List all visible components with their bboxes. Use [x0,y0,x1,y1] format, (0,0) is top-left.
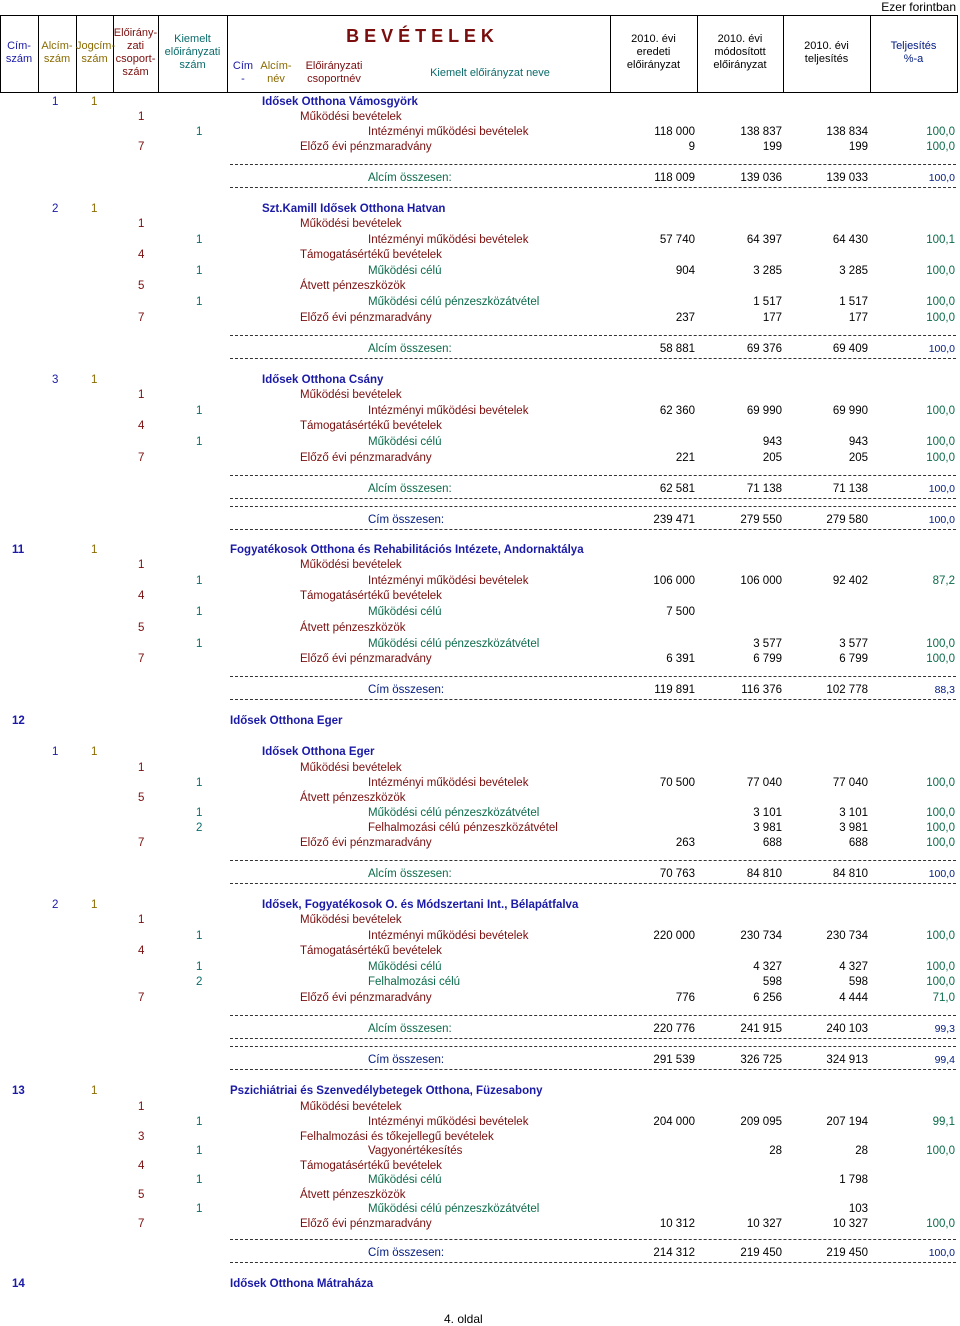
amount-value: 70 763 [659,868,695,880]
amount-value: 139 033 [826,172,868,184]
amount-value: 943 [848,436,868,448]
jogcim-number: 1 [138,762,145,774]
percent-value: 99,4 [934,1054,955,1066]
percent-value: 100,0 [926,405,955,417]
amount-value: 4 327 [753,961,782,973]
separator-line [230,529,956,530]
row-label: Működési bevételek [300,762,402,774]
header-alcim-nev: Alcím- név [260,60,292,85]
amount-value: 3 101 [839,807,868,819]
kiemelt-number: 2 [196,976,203,988]
alcim-number: 1 [91,544,98,556]
amount-value: 688 [848,837,868,849]
row-label: Működési bevételek [300,389,402,401]
row-label: Intézményi működési bevételek [368,126,529,138]
kiemelt-number: 1 [196,234,203,246]
row-label: Előző évi pénzmaradvány [300,653,432,665]
jogcim-number: 7 [138,1218,145,1230]
jogcim-number: 1 [138,111,145,123]
percent-value: 100,0 [926,436,955,448]
row-label: Működési bevételek [300,559,402,571]
jogcim-number: 4 [138,590,145,602]
amount-value: 230 734 [826,930,868,942]
percent-value: 100,1 [926,234,955,246]
row-label: Működési célú [368,1174,442,1186]
header-cim: Cím - [232,60,254,85]
header-modositott: 2010. évi módosított előirányzat [713,33,767,71]
amount-value: 69 990 [746,405,782,417]
row-label: Támogatásértékű bevételek [300,420,442,432]
row-label: Cím összesen: [368,1054,445,1066]
amount-value: 199 [848,141,868,153]
percent-value: 100,0 [926,265,955,277]
amount-value: 1 798 [839,1174,868,1186]
cim-number: 1 [52,746,59,758]
alcim-number: 1 [91,96,98,108]
amount-value: 3 981 [839,822,868,834]
amount-value: 102 778 [826,684,868,696]
row-label: Intézményi működési bevételek [368,405,529,417]
amount-value: 28 [855,1145,868,1157]
percent-value: 100,0 [926,1218,955,1230]
amount-value: 62 581 [659,483,695,495]
kiemelt-number: 1 [196,1203,203,1215]
header-eredeti: 2010. évi eredeti előirányzat [626,33,681,71]
amount-value: 1 517 [753,296,782,308]
separator-line [230,883,956,884]
percent-value: 100,0 [926,126,955,138]
percent-value: 100,0 [928,868,955,880]
amount-value: 118 009 [654,172,695,184]
jogcim-number: 5 [138,1189,145,1201]
amount-value: 71 138 [746,483,782,495]
kiemelt-number: 1 [196,961,203,973]
jogcim-number: 5 [138,280,145,292]
header-kiemelt-szam: Kiemelt előirányzati szám [164,33,221,71]
percent-value: 100,0 [926,638,955,650]
row-label: Intézményi működési bevételek [368,777,529,789]
row-label: Felhalmozási és tőkejellegű bevételek [300,1131,494,1143]
amount-value: 279 550 [740,514,782,526]
amount-value: 28 [769,1145,782,1157]
row-label: Működési célú pénzeszközátvétel [368,1203,540,1215]
amount-value: 77 040 [746,777,782,789]
amount-value: 904 [675,265,695,277]
amount-value: 776 [675,992,695,1004]
percent-value: 100,0 [926,777,955,789]
amount-value: 688 [762,837,782,849]
kiemelt-number: 1 [196,575,203,587]
jogcim-number: 7 [138,312,145,324]
cim-number: 12 [12,715,25,727]
row-label: Alcím összesen: [368,343,452,355]
cim-number: 14 [12,1278,25,1290]
row-label: Idősek Otthona Csány [262,374,384,386]
percent-value: 100,0 [926,961,955,973]
percent-value: 100,0 [926,930,955,942]
row-label: Vagyonértékesítés [368,1145,463,1157]
row-label: Átvett pénzeszközök [300,792,406,804]
percent-value: 100,0 [926,1145,955,1157]
page-number: 4. oldal [444,1312,483,1326]
kiemelt-number: 1 [196,1116,203,1128]
amount-value: 3 285 [839,265,868,277]
amount-value: 106 000 [740,575,782,587]
amount-value: 598 [848,976,868,988]
row-label: Alcím összesen: [368,172,452,184]
separator-line [230,506,956,507]
kiemelt-number: 1 [196,1145,203,1157]
percent-value: 100,0 [928,483,955,495]
cim-number: 1 [52,96,59,108]
row-label: Működési célú pénzeszközátvétel [368,807,540,819]
row-label: Működési célú [368,265,442,277]
jogcim-number: 4 [138,1160,145,1172]
separator-line [230,498,956,499]
percent-value: 87,2 [932,575,955,587]
kiemelt-number: 1 [196,777,203,789]
separator-line [230,860,956,861]
amount-value: 220 000 [653,930,695,942]
separator-line [230,475,956,476]
cim-number: 13 [12,1085,25,1097]
percent-value: 100,0 [926,822,955,834]
row-label: Intézményi működési bevételek [368,930,529,942]
amount-value: 64 397 [746,234,782,246]
amount-value: 598 [762,976,782,988]
percent-value: 99,3 [934,1023,955,1035]
amount-value: 69 409 [832,343,868,355]
amount-value: 214 312 [653,1247,695,1259]
row-label: Intézményi működési bevételek [368,1116,529,1128]
percent-value: 100,0 [928,343,955,355]
row-label: Átvett pénzeszközök [300,1189,406,1201]
cim-number: 2 [52,899,59,911]
percent-value: 99,1 [932,1116,955,1128]
amount-value: 3 577 [839,638,868,650]
amount-value: 139 036 [740,172,782,184]
row-label: Működési bevételek [300,1101,402,1113]
jogcim-number: 7 [138,452,145,464]
row-label: Idősek Otthona Eger [262,746,375,758]
alcim-number: 1 [91,1085,98,1097]
jogcim-number: 3 [138,1131,145,1143]
jogcim-number: 7 [138,653,145,665]
row-label: Felhalmozási célú pénzeszközátvétel [368,822,558,834]
amount-value: 240 103 [826,1023,868,1035]
kiemelt-number: 1 [196,126,203,138]
row-label: Intézményi működési bevételek [368,234,529,246]
separator-line [230,335,956,336]
amount-value: 209 095 [740,1116,782,1128]
row-label: Működési célú pénzeszközátvétel [368,296,540,308]
row-label: Előző évi pénzmaradvány [300,312,432,324]
row-label: Támogatásértékű bevételek [300,590,442,602]
separator-line [230,1038,956,1039]
row-label: Pszichiátriai és Szenvedélybetegek Otthona, Füzesabony [230,1085,543,1097]
amount-value: 10 327 [832,1218,868,1230]
alcim-number: 1 [91,899,98,911]
amount-value: 103 [848,1203,868,1215]
row-label: Idősek Otthona Vámosgyörk [262,96,418,108]
amount-value: 199 [762,141,782,153]
kiemelt-number: 1 [196,606,203,618]
row-label: Idősek, Fogyatékosok O. és Módszertani Int., Bélapátfalva [262,899,579,911]
amount-value: 6 799 [753,653,782,665]
row-label: Működési bevételek [300,218,402,230]
amount-value: 62 360 [659,405,695,417]
amount-value: 116 376 [741,684,782,696]
percent-value: 88,3 [934,684,955,696]
kiemelt-number: 1 [196,405,203,417]
kiemelt-number: 1 [196,296,203,308]
amount-value: 3 981 [753,822,782,834]
row-label: Cím összesen: [368,514,445,526]
percent-value: 100,0 [926,976,955,988]
header-kiemelt-nev: Kiemelt előirányzat neve [430,67,550,79]
amount-value: 6 799 [839,653,868,665]
amount-value: 221 [675,452,695,464]
amount-value: 4 444 [839,992,868,1004]
alcim-number: 1 [91,374,98,386]
row-label: Intézményi működési bevételek [368,575,529,587]
jogcim-number: 5 [138,622,145,634]
row-label: Előző évi pénzmaradvány [300,452,432,464]
amount-value: 3 101 [753,807,782,819]
percent-value: 100,0 [926,452,955,464]
separator-line [230,1239,956,1240]
row-label: Felhalmozási célú [368,976,461,988]
percent-value: 100,0 [926,837,955,849]
row-label: Előző évi pénzmaradvány [300,141,432,153]
amount-value: 10 327 [746,1218,782,1230]
header-jogcim-szam: Jogcím- szám [76,40,116,65]
row-label: Átvett pénzeszközök [300,622,406,634]
amount-value: 3 577 [753,638,782,650]
amount-value: 177 [762,312,782,324]
amount-value: 77 040 [832,777,868,789]
row-label: Idősek Otthona Eger [230,715,343,727]
alcim-number: 1 [91,746,98,758]
row-label: Előző évi pénzmaradvány [300,1218,432,1230]
row-label: Fogyatékosok Otthona és Rehabilitációs Intézete, Andornaktálya [230,544,584,556]
jogcim-number: 1 [138,389,145,401]
amount-value: 205 [848,452,868,464]
separator-line [230,1046,956,1047]
percent-value: 100,0 [928,1247,955,1259]
row-label: Működési célú [368,436,442,448]
header-teljesites: 2010. évi teljesítés [804,40,849,65]
jogcim-number: 7 [138,837,145,849]
amount-value: 205 [762,452,782,464]
kiemelt-number: 1 [196,930,203,942]
separator-line [230,699,956,700]
amount-value: 138 837 [740,126,782,138]
amount-value: 177 [848,312,868,324]
row-label: Alcím összesen: [368,483,452,495]
amount-value: 4 327 [839,961,868,973]
amount-value: 6 256 [753,992,782,1004]
amount-value: 6 391 [666,653,695,665]
amount-value: 70 500 [659,777,695,789]
separator-line [230,164,956,165]
separator-line [230,358,956,359]
amount-value: 57 740 [659,234,695,246]
percent-value: 100,0 [926,807,955,819]
amount-value: 84 810 [832,868,868,880]
percent-value: 100,0 [926,653,955,665]
row-label: Előző évi pénzmaradvány [300,992,432,1004]
kiemelt-number: 1 [196,807,203,819]
cim-number: 2 [52,203,59,215]
row-label: Cím összesen: [368,684,445,696]
page-title: B E V É T E L E K [346,26,494,46]
amount-value: 241 915 [740,1023,782,1035]
amount-value: 326 725 [740,1054,782,1066]
row-label: Átvett pénzeszközök [300,280,406,292]
jogcim-number: 7 [138,992,145,1004]
amount-value: 279 580 [826,514,868,526]
kiemelt-number: 1 [196,436,203,448]
row-label: Támogatásértékű bevételek [300,249,442,261]
amount-value: 64 430 [832,234,868,246]
amount-value: 106 000 [653,575,695,587]
cim-number: 3 [52,374,59,386]
kiemelt-number: 2 [196,822,203,834]
kiemelt-number: 1 [196,1174,203,1186]
amount-value: 69 990 [832,405,868,417]
separator-line [230,187,956,188]
jogcim-number: 4 [138,945,145,957]
row-label: Támogatásértékű bevételek [300,1160,442,1172]
row-label: Cím összesen: [368,1247,445,1259]
amount-value: 219 450 [826,1247,868,1259]
amount-value: 10 312 [659,1218,695,1230]
row-label: Előző évi pénzmaradvány [300,837,432,849]
jogcim-number: 7 [138,141,145,153]
jogcim-number: 1 [138,1101,145,1113]
amount-value: 9 [688,141,695,153]
amount-value: 3 285 [753,265,782,277]
row-label: Alcím összesen: [368,868,452,880]
kiemelt-number: 1 [196,638,203,650]
amount-value: 239 471 [653,514,695,526]
amount-value: 207 194 [826,1116,868,1128]
amount-value: 71 138 [832,483,868,495]
separator-line [230,676,956,677]
amount-value: 69 376 [746,343,782,355]
amount-value: 219 450 [740,1247,782,1259]
unit-note: Ezer forintban [881,0,956,14]
amount-value: 291 539 [653,1054,695,1066]
row-label: Működési célú pénzeszközátvétel [368,638,540,650]
kiemelt-number: 1 [196,265,203,277]
row-label: Alcím összesen: [368,1023,452,1035]
percent-value: 71,0 [932,992,955,1004]
cim-number: 11 [12,544,25,556]
percent-value: 100,0 [928,172,955,184]
amount-value: 92 402 [832,575,868,587]
separator-line [230,1262,956,1263]
amount-value: 204 000 [653,1116,695,1128]
amount-value: 943 [762,436,782,448]
amount-value: 138 834 [826,126,868,138]
amount-value: 119 891 [654,684,695,696]
amount-value: 118 000 [654,126,695,138]
percent-value: 100,0 [926,312,955,324]
separator-line [230,1069,956,1070]
amount-value: 324 913 [826,1054,868,1066]
jogcim-number: 1 [138,559,145,571]
separator-line [230,1015,956,1016]
amount-value: 237 [675,312,695,324]
header-teljesites-pct: Teljesítés %-a [890,40,937,65]
row-label: Működési célú [368,606,442,618]
jogcim-number: 1 [138,218,145,230]
amount-value: 84 810 [746,868,782,880]
row-label: Támogatásértékű bevételek [300,945,442,957]
row-label: Szt.Kamill Idősek Otthona Hatvan [262,203,446,215]
amount-value: 230 734 [740,930,782,942]
jogcim-number: 1 [138,914,145,926]
row-label: Működési célú [368,961,442,973]
amount-value: 7 500 [666,606,695,618]
row-label: Működési bevételek [300,111,402,123]
amount-value: 263 [675,837,695,849]
header-csoportnev: Előirányzati csoportnév [305,60,363,85]
alcim-number: 1 [91,203,98,215]
row-label: Működési bevételek [300,914,402,926]
percent-value: 100,0 [926,296,955,308]
percent-value: 100,0 [928,514,955,526]
row-label: Idősek Otthona Mátraháza [230,1278,374,1290]
header-cim-szam: Cím- szám [5,40,33,65]
amount-value: 220 776 [653,1023,695,1035]
jogcim-number: 5 [138,792,145,804]
amount-value: 1 517 [839,296,868,308]
amount-value: 58 881 [659,343,695,355]
header-alcim-szam: Alcím- szám [41,40,73,65]
jogcim-number: 4 [138,420,145,432]
percent-value: 100,0 [926,141,955,153]
header-eloiranyzat-csoport: Előirány- zati csoport- szám [113,27,158,78]
jogcim-number: 4 [138,249,145,261]
